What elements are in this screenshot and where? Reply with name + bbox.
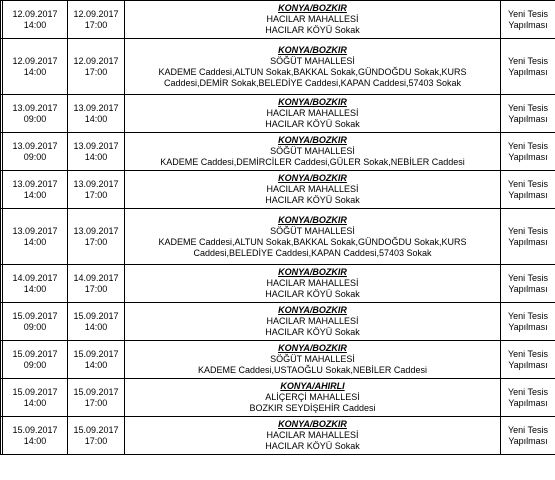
neighborhood-label: SÖĞÜT MAHALLESİ <box>270 146 355 156</box>
table-row <box>1 171 555 209</box>
end-cell <box>68 39 125 95</box>
street-list: BOZKIR SEYDİŞEHİR Caddesi <box>249 403 376 413</box>
work-type-line1: Yeni Tesis <box>507 102 549 113</box>
end-cell-time: 17:00 <box>84 283 108 294</box>
location-cell <box>125 171 501 209</box>
region-label: KONYA/BOZKIR <box>278 419 347 429</box>
end-cell-time: 17:00 <box>84 19 108 30</box>
start-cell-time: 14:00 <box>23 236 47 247</box>
end-cell-date: 13.09.2017 <box>73 140 119 151</box>
start-cell-time: 14:00 <box>23 66 47 77</box>
street-list: Caddesi,BELEDİYE Caddesi,KAPAN Caddesi,57403 Sokak <box>193 247 432 258</box>
location-cell <box>125 265 501 303</box>
start-cell-date: 15.09.2017 <box>12 348 58 359</box>
work-type-line1: Yeni Tesis <box>507 55 549 66</box>
street-list: HACILAR KÖYÜ Sokak <box>265 441 360 451</box>
start-cell-time: 14:00 <box>23 189 47 200</box>
neighborhood-label: HACILAR MAHALLESİ <box>266 316 359 326</box>
location-cell <box>125 379 501 417</box>
region-label: KONYA/BOZKIR <box>278 173 347 183</box>
table-row <box>1 1 555 39</box>
street-list: HACILAR KÖYÜ Sokak <box>265 25 360 35</box>
start-cell <box>3 209 68 265</box>
work-type-cell <box>501 265 555 303</box>
end-cell-date: 12.09.2017 <box>73 55 119 66</box>
end-cell-date: 15.09.2017 <box>73 310 119 321</box>
work-type-line1: Yeni Tesis <box>507 348 549 359</box>
start-cell-time: 14:00 <box>23 283 47 294</box>
work-type-cell <box>501 95 555 133</box>
neighborhood-label: HACILAR MAHALLESİ <box>266 108 359 118</box>
table-row <box>1 417 555 455</box>
street-list: HACILAR KÖYÜ Sokak <box>265 195 360 205</box>
end-cell <box>68 1 125 39</box>
end-cell-time: 17:00 <box>84 189 108 200</box>
location-cell <box>125 341 501 379</box>
neighborhood-label: HACILAR MAHALLESİ <box>266 278 359 288</box>
start-cell-date: 13.09.2017 <box>12 178 58 189</box>
end-cell <box>68 303 125 341</box>
end-cell-time: 14:00 <box>84 113 108 124</box>
end-cell-time: 14:00 <box>84 321 108 332</box>
start-cell-time: 14:00 <box>23 19 47 30</box>
street-list: KADEME Caddesi,ALTUN Sokak,BAKKAL Sokak,GÜNDOĞDU Sokak,KURS <box>158 236 467 247</box>
location-cell <box>125 209 501 265</box>
end-cell <box>68 133 125 171</box>
start-cell-time: 09:00 <box>23 321 47 332</box>
end-cell <box>68 341 125 379</box>
region-label: KONYA/AHIRLI <box>280 381 345 391</box>
end-cell-date: 14.09.2017 <box>73 272 119 283</box>
start-cell-date: 12.09.2017 <box>12 55 58 66</box>
table-row <box>1 303 555 341</box>
start-cell <box>3 95 68 133</box>
start-cell <box>3 303 68 341</box>
start-cell-date: 13.09.2017 <box>12 102 58 113</box>
end-cell <box>68 379 125 417</box>
end-cell-date: 13.09.2017 <box>73 178 119 189</box>
work-type-cell <box>501 341 555 379</box>
neighborhood-label: SÖĞÜT MAHALLESİ <box>270 354 355 364</box>
work-type-line2: Yapılması <box>508 113 548 124</box>
work-type-line1: Yeni Tesis <box>507 386 549 397</box>
table-row <box>1 341 555 379</box>
end-cell <box>68 171 125 209</box>
work-type-cell <box>501 171 555 209</box>
start-cell-date: 15.09.2017 <box>12 386 58 397</box>
end-cell-date: 13.09.2017 <box>73 225 119 236</box>
end-cell-time: 17:00 <box>84 435 108 446</box>
work-type-line1: Yeni Tesis <box>507 225 549 236</box>
start-cell-time: 14:00 <box>23 397 47 408</box>
region-label: KONYA/BOZKIR <box>278 343 347 353</box>
end-cell-time: 14:00 <box>84 359 108 370</box>
region-label: KONYA/BOZKIR <box>278 97 347 107</box>
neighborhood-label: HACILAR MAHALLESİ <box>266 430 359 440</box>
work-type-cell <box>501 209 555 265</box>
end-cell-time: 14:00 <box>84 151 108 162</box>
work-type-line2: Yapılması <box>508 189 548 200</box>
end-cell <box>68 95 125 133</box>
region-label: KONYA/BOZKIR <box>278 214 347 225</box>
work-type-line2: Yapılması <box>508 435 548 446</box>
neighborhood-label: SÖĞÜT MAHALLESİ <box>270 55 355 66</box>
work-type-line1: Yeni Tesis <box>507 424 549 435</box>
work-type-line2: Yapılması <box>508 66 548 77</box>
region-label: KONYA/BOZKIR <box>278 267 347 277</box>
work-type-line1: Yeni Tesis <box>507 140 549 151</box>
work-type-line1: Yeni Tesis <box>507 178 549 189</box>
work-type-line1: Yeni Tesis <box>507 8 549 19</box>
location-cell <box>125 95 501 133</box>
region-label: KONYA/BOZKIR <box>278 3 347 13</box>
region-label: KONYA/BOZKIR <box>278 135 347 145</box>
location-cell <box>125 1 501 39</box>
start-cell <box>3 417 68 455</box>
work-type-cell <box>501 39 555 95</box>
start-cell-time: 09:00 <box>23 151 47 162</box>
work-type-line2: Yapılması <box>508 236 548 247</box>
work-type-cell <box>501 303 555 341</box>
schedule-rows <box>1 1 555 455</box>
location-cell <box>125 39 501 95</box>
end-cell <box>68 417 125 455</box>
end-cell-date: 12.09.2017 <box>73 8 119 19</box>
start-cell <box>3 39 68 95</box>
work-type-line2: Yapılması <box>508 151 548 162</box>
work-type-cell <box>501 1 555 39</box>
start-cell <box>3 341 68 379</box>
end-cell-date: 15.09.2017 <box>73 424 119 435</box>
work-type-line2: Yapılması <box>508 19 548 30</box>
end-cell <box>68 265 125 303</box>
start-cell-date: 15.09.2017 <box>12 310 58 321</box>
street-list: HACILAR KÖYÜ Sokak <box>265 289 360 299</box>
region-label: KONYA/BOZKIR <box>278 305 347 315</box>
work-type-line2: Yapılması <box>508 359 548 370</box>
neighborhood-label: HACILAR MAHALLESİ <box>266 184 359 194</box>
neighborhood-label: SÖĞÜT MAHALLESİ <box>270 225 355 236</box>
start-cell-date: 13.09.2017 <box>12 140 58 151</box>
start-cell <box>3 265 68 303</box>
location-cell <box>125 417 501 455</box>
start-cell-date: 15.09.2017 <box>12 424 58 435</box>
street-list: KADEME Caddesi,ALTUN Sokak,BAKKAL Sokak,GÜNDOĞDU Sokak,KURS <box>158 66 467 77</box>
work-type-line1: Yeni Tesis <box>507 272 549 283</box>
start-cell-time: 09:00 <box>23 359 47 370</box>
end-cell-date: 13.09.2017 <box>73 102 119 113</box>
work-type-cell <box>501 417 555 455</box>
street-list: HACILAR KÖYÜ Sokak <box>265 327 360 337</box>
table-row <box>1 265 555 303</box>
start-cell-date: 12.09.2017 <box>12 8 58 19</box>
work-type-cell <box>501 379 555 417</box>
table-row <box>1 95 555 133</box>
end-cell-time: 17:00 <box>84 236 108 247</box>
work-type-line1: Yeni Tesis <box>507 310 549 321</box>
location-cell <box>125 303 501 341</box>
start-cell-date: 14.09.2017 <box>12 272 58 283</box>
end-cell-time: 17:00 <box>84 397 108 408</box>
start-cell-time: 09:00 <box>23 113 47 124</box>
neighborhood-label: HACILAR MAHALLESİ <box>266 14 359 24</box>
region-label: KONYA/BOZKIR <box>278 44 347 55</box>
end-cell-date: 15.09.2017 <box>73 348 119 359</box>
street-list: HACILAR KÖYÜ Sokak <box>265 119 360 129</box>
start-cell <box>3 171 68 209</box>
end-cell-time: 17:00 <box>84 66 108 77</box>
street-list: KADEME Caddesi,USTAOĞLU Sokak,NEBİLER Caddesi <box>198 365 427 375</box>
work-type-line2: Yapılması <box>508 283 548 294</box>
neighborhood-label: ALİÇERÇİ MAHALLESİ <box>265 392 360 402</box>
location-cell <box>125 133 501 171</box>
table-row <box>1 209 555 265</box>
table-row <box>1 379 555 417</box>
table-row <box>1 39 555 95</box>
start-cell-date: 13.09.2017 <box>12 225 58 236</box>
end-cell <box>68 209 125 265</box>
street-list: KADEME Caddesi,DEMİRCİLER Caddesi,GÜLER Sokak,NEBİLER Caddesi <box>160 157 465 167</box>
street-list: Caddesi,DEMİR Sokak,BELEDİYE Caddesi,KAPAN Caddesi,57403 Sokak <box>164 77 461 88</box>
start-cell <box>3 133 68 171</box>
work-type-line2: Yapılması <box>508 321 548 332</box>
start-cell <box>3 1 68 39</box>
end-cell-date: 15.09.2017 <box>73 386 119 397</box>
work-type-line2: Yapılması <box>508 397 548 408</box>
table-row <box>1 133 555 171</box>
start-cell <box>3 379 68 417</box>
work-type-cell <box>501 133 555 171</box>
start-cell-time: 14:00 <box>23 435 47 446</box>
